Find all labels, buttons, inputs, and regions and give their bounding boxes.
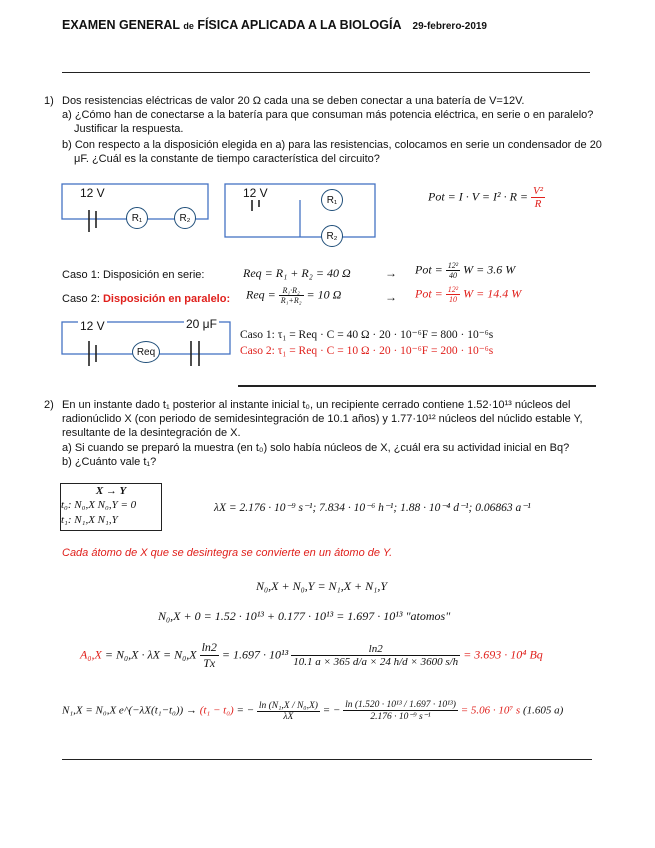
exam-date: 29-febrero-2019 — [412, 21, 487, 32]
q1-part-a: a) ¿Cómo han de conectarse a la batería para que consuman más potencia eléctrica, en serie o en paralelo? Justificar la respuesta. — [62, 109, 594, 135]
caso2-power-den: 10 — [448, 295, 457, 304]
time-fraction1 — [257, 701, 320, 722]
equation-activity — [80, 640, 543, 671]
decay-table-row2: t₁: N₁,X N₁,Y — [61, 514, 118, 526]
caso2-label: Caso 2: — [62, 293, 100, 305]
equation-time — [62, 700, 563, 722]
q2-part-a: a) Si cuando se preparó la muestra (en t₀) solo había núcleos de X, ¿cuál era su actividad inicial en Bq? — [62, 442, 570, 454]
equation-conservation: N₀,X + N₀,Y = N₁,X + N₁,Y — [256, 579, 388, 593]
circuit1-r1: R₁ — [126, 207, 148, 229]
circuit3-voltage: 12 V — [80, 319, 105, 333]
decay-table — [60, 483, 162, 531]
activity-big-den: 10.1 a × 365 d/a × 24 h/d × 3600 s/h — [293, 656, 459, 668]
title-prefix: EXAMEN GENERAL — [62, 18, 180, 32]
activity-big-num: ln2 — [291, 643, 460, 656]
activity-frac-den: Tx — [203, 656, 216, 670]
caso1-power-label: Pot = — [415, 262, 446, 277]
caso2-req-result: = 10 Ω — [306, 287, 342, 302]
activity-value: = 1.697 · 10¹³ — [221, 647, 289, 662]
circuit1-r2: R₂ — [174, 207, 196, 229]
tau-caso2: Caso 2: τ₁ = Req · C = 10 Ω · 20 · 10⁻⁶F = 200 · 10⁻⁶s — [240, 345, 494, 357]
caso2-power-fraction — [446, 285, 460, 304]
time-eq: = − — [236, 704, 255, 717]
caso2-label-line — [62, 292, 230, 306]
caso2-req-den: R₁+R₂ — [280, 296, 302, 305]
caso2-req-fraction — [279, 286, 304, 305]
time-arrow: → — [185, 704, 197, 717]
time-eq2: = − — [322, 704, 341, 717]
decay-table-row1: t₀: N₀,X N₀,Y = 0 — [61, 499, 137, 511]
power-num: V² — [533, 185, 544, 197]
caso2-req — [246, 286, 341, 305]
power-formula-text: Pot = I · V = I² · R = — [428, 189, 531, 204]
activity-fraction — [200, 640, 219, 671]
power-den: R — [534, 198, 542, 210]
activity-result: = 3.693 · 10⁴ Bq — [463, 647, 543, 662]
caso2-req-label: Req = — [246, 287, 279, 302]
time-result-years: (1.605 a) — [522, 704, 564, 717]
lambda-values: λX = 2.176 · 10⁻⁹ s⁻¹; 7.834 · 10⁻⁶ h⁻¹; 1.88 · 10⁻⁴ d⁻¹; 0.06863 a⁻¹ — [214, 502, 531, 514]
circuit2-voltage: 12 V — [243, 186, 268, 200]
circuit3-capacitance: 20 μF — [186, 317, 217, 331]
time-fraction2 — [343, 700, 458, 722]
q2-part-b: b) ¿Cuánto vale t₁? — [62, 456, 157, 468]
tau-caso1: Caso 1: τ₁ = Req · C = 40 Ω · 20 · 10⁻⁶F = 800 · 10⁻⁶s — [240, 329, 494, 341]
power-fraction — [531, 185, 545, 210]
caso1-power-fraction — [446, 261, 460, 280]
caso1-power-result: W = 3.6 W — [463, 262, 516, 277]
time-frac1-num: ln (N₁,X / N₀,X) — [258, 700, 318, 711]
activity-frac-num: ln2 — [201, 640, 217, 654]
q1-number: 1) — [44, 95, 54, 107]
caso1-arrow: → — [385, 266, 397, 280]
activity-mid: = N₀,X · λX = N₀,X — [104, 647, 197, 662]
time-frac2-num: ln (1.520 · 10¹³ / 1.697 · 10¹³) — [345, 700, 456, 710]
caso2-power-label: Pot = — [415, 286, 446, 301]
title-de: de — [183, 21, 194, 31]
activity-big-fraction — [291, 643, 460, 668]
caso2-power — [415, 285, 521, 304]
circuit3-req: Req — [132, 341, 160, 363]
activity-lhs: A₀,X — [80, 647, 102, 662]
q1-statement: Dos resistencias eléctricas de valor 20 Ω cada una se deben conectar a una batería de V=12V. — [62, 95, 525, 107]
time-frac1-den: λX — [283, 711, 294, 722]
caso1-req: Req = R₁ + R₂ = 40 Ω — [243, 266, 351, 280]
power-formula — [428, 185, 545, 210]
q2-statement: En un instante dado t₁ posterior al instante inicial t₀, un recipiente cerrado contiene 1.52·10¹³ núcleos del radionúclido X (con periodo de semidesintegración de 10.1 años) y 1.77·10¹² núcleos del núclido estable Y, resultante de la desintegración de X. — [62, 399, 583, 439]
equation-initial-nuclei: N₀,X + 0 = 1.52 · 10¹³ + 0.177 · 10¹³ = 1.697 · 10¹³ "atomos" — [158, 609, 451, 623]
time-result: = 5.06 · 10⁷ s — [460, 704, 521, 717]
caso2-label-red: Disposición en paralelo: — [102, 293, 231, 305]
caso1-power-num: 12² — [447, 261, 459, 270]
q2-number: 2) — [44, 399, 54, 411]
caso1-power-den: 40 — [448, 271, 457, 280]
time-interval: (t₁ − t₀) — [199, 704, 234, 717]
caso1-label: Caso 1: Disposición en serie: — [62, 269, 205, 281]
footer-divider — [62, 759, 592, 760]
caso2-arrow: → — [385, 290, 397, 304]
circuit2-r2: R₂ — [321, 225, 343, 247]
time-lhs: N₁,X = N₀,X e^(−λX(t₁−t₀)) — [62, 704, 184, 717]
time-frac2-den: 2.176 · 10⁻⁹ s⁻¹ — [370, 712, 431, 722]
circuit1-voltage: 12 V — [80, 186, 105, 200]
caso2-power-result: W = 14.4 W — [463, 286, 522, 301]
title-subject: FÍSICA APLICADA A LA BIOLOGÍA — [197, 18, 402, 32]
decay-table-head: X → Y — [95, 485, 127, 497]
decay-note: Cada átomo de X que se desintegra se convierte en un átomo de Y. — [62, 547, 393, 559]
q1-divider — [238, 385, 596, 387]
q1-part-b: b) Con respecto a la disposición elegida en a) para las resistencias, colocamos en serie un condensador de 20 μF. ¿Cuál es la constante de tiempo característica del circuito? — [62, 139, 602, 165]
caso1-power — [415, 261, 515, 280]
caso2-power-num: 12² — [447, 285, 459, 294]
caso2-req-num: R₁·R₂ — [279, 286, 304, 296]
circuit2-r1: R₁ — [321, 189, 343, 211]
